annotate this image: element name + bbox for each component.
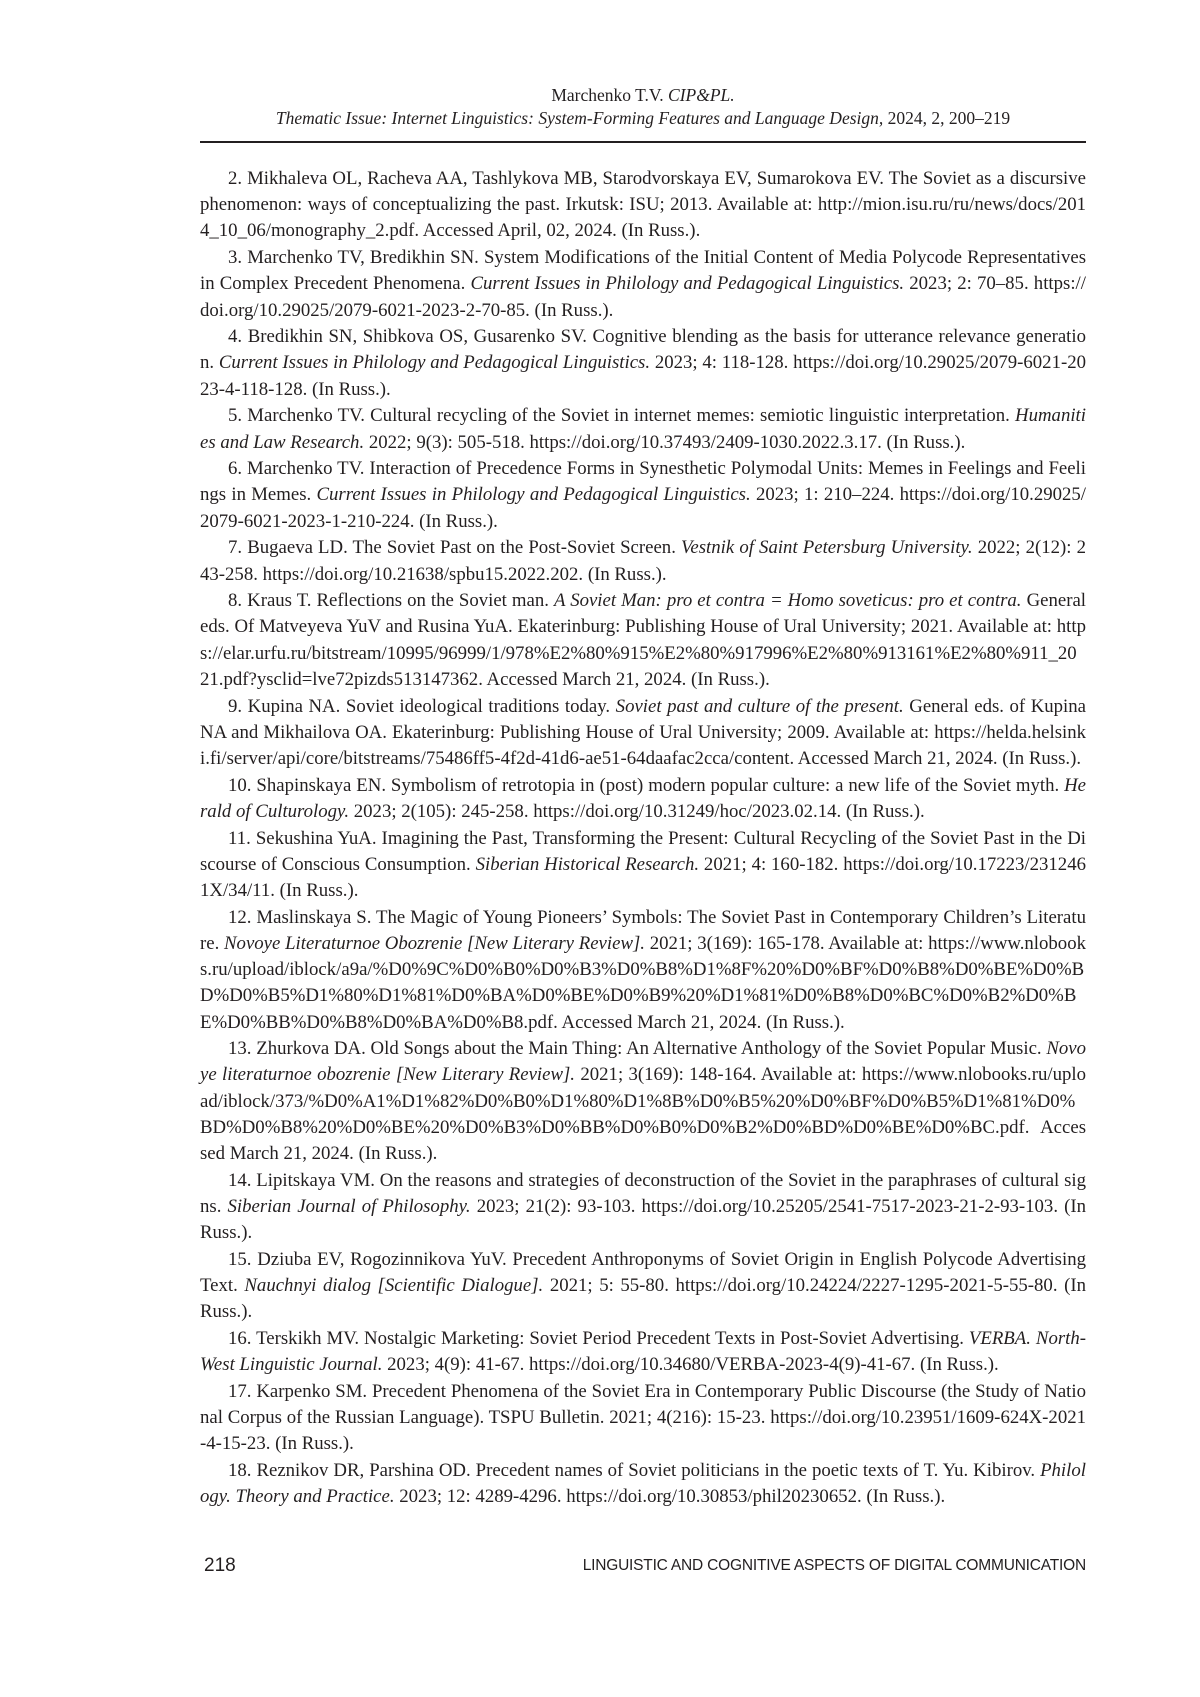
reference-source: Nauchnyi dialog [Scientific Dialogue]. [244, 1275, 544, 1297]
reference-number: 9. [228, 695, 243, 717]
reference-source: Herald of Culturology. [200, 774, 1087, 822]
reference-source: A Soviet Man: pro et contra = Homo soveticus: pro et contra. [554, 590, 1022, 612]
reference-text: Dziuba EV, Rogozinnikova YuV. Precedent Anthroponyms of Soviet Origin in English Polycode Advertising Text. [200, 1248, 1086, 1297]
reference-text: Reznikov DR, Parshina OD. Precedent names of Soviet politicians in the poetic texts of T. Yu. Kibirov. [256, 1459, 1036, 1481]
reference-number: 2. [228, 168, 243, 189]
reference-source: VERBA. North-West Linguistic Journal. [200, 1327, 1087, 1376]
reference-number: 8. [228, 590, 243, 612]
footer-running-title: LINGUISTIC AND COGNITIVE ASPECTS OF DIGITAL COMMUNICATION [582, 1557, 1086, 1574]
reference-item [200, 1168, 1086, 1247]
reference-text: Marchenko TV. Interaction of Precedence Forms in Synesthetic Polymodal Units: Memes in Feelings and Feelings in Memes. [200, 458, 1086, 506]
reference-source: Current Issues in Philology and Pedagogical Linguistics. [470, 273, 905, 295]
reference-number: 11. [228, 827, 251, 849]
reference-item [200, 588, 1086, 693]
reference-source: Humanities and Law Research. [200, 405, 1086, 453]
reference-item [200, 773, 1086, 825]
reference-details: 2021; 5: 55-80. https://doi.org/10.24224/2227-1295-2021-5-55-80. (In Russ.). [200, 1275, 1087, 1323]
reference-item [200, 826, 1086, 905]
reference-item [200, 1036, 1086, 1167]
reference-number: 16. [228, 1327, 252, 1349]
reference-item [200, 694, 1086, 773]
reference-source: Novoye literaturnoe obozrenie [New Literary Review]. [200, 1038, 1087, 1086]
reference-details: 2023; 2(105): 245-258. https://doi.org/10.31249/hoc/2023.02.14. (In Russ.). [353, 800, 925, 822]
reference-item [200, 1379, 1086, 1458]
reference-details: 2023; 4(9): 41-67. https://doi.org/10.34680/VERBA-2023-4(9)-41-67. (In Russ.). [387, 1354, 999, 1376]
reference-number: 4. [228, 326, 243, 348]
reference-number: 13. [228, 1038, 252, 1060]
header-issue-line [200, 107, 1086, 130]
reference-number: 12. [228, 906, 252, 928]
reference-text: Sekushina YuA. Imagining the Past, Transforming the Present: Cultural Recycling of the Soviet Past in the Discourse of Conscious Consumption. [200, 827, 1086, 875]
reference-number: 3. [228, 247, 243, 269]
reference-text: Kraus T. Reflections on the Soviet man. [247, 590, 549, 612]
reference-number: 5. [228, 405, 243, 427]
reference-details: 2023; 21(2): 93-103. https://doi.org/10.25205/2541-7517-2023-21-2-93-103. (In Russ.). [200, 1195, 1086, 1244]
reference-text: Kupina NA. Soviet ideological traditions today. [247, 695, 611, 717]
reference-item [200, 1247, 1086, 1326]
reference-details: General eds. Of Matveyeva YuV and Rusina YuA. Ekaterinburg: Publishing House of Ural University; 2021. Available at: https://elar.urfu.ru/bitstream/10995/96999/1/978%E2%80%915%E2%80%917996%E2%80%913161%E2%80%911_2021.pdf?ysclid=lve72pizds513147362. Accessed March 21, 2024. (In Russ.). [200, 590, 1086, 690]
reference-item [200, 535, 1086, 587]
reference-source: Siberian Historical Research. [475, 853, 700, 875]
reference-details: 2021; 3(169): 148-164. Available at: https://www.nlobooks.ru/upload/iblock/373/%D0%A1%D1%82%D0%B0%D1%80%D1%8B%D0%B5%20%D0%BF%D0%B5%D1%81%D0%BD%D0%B8%20%D0%BE%20%D0%B3%D0%BB%D0%B0%D0%B2%D0%BD%D0%BE%D0%BC.pdf. Accessed March 21, 2024. (In Russ.). [200, 1064, 1086, 1165]
reference-list [200, 166, 1086, 1511]
reference-item [200, 324, 1086, 403]
reference-item [200, 403, 1086, 455]
header-author-line [200, 84, 1086, 107]
reference-item [200, 166, 1086, 245]
reference-item [200, 456, 1086, 535]
header-author: Marchenko T.V. [551, 85, 664, 105]
reference-item [200, 245, 1086, 324]
reference-source: Current Issues in Philology and Pedagogical Linguistics. [316, 484, 751, 506]
reference-details: 2021; 4: 160-182. https://doi.org/10.17223/2312461X/34/11. (In Russ.). [200, 853, 1086, 901]
reference-source: Soviet past and culture of the present. [615, 695, 904, 717]
header-rule [200, 141, 1086, 143]
header-journal-abbr: CIP&PL. [668, 85, 735, 105]
reference-text: Lipitskaya VM. On the reasons and strategies of deconstruction of the Soviet in the paraphrases of cultural signs. [200, 1169, 1086, 1217]
reference-number: 17. [228, 1380, 252, 1402]
reference-text: Shapinskaya EN. Symbolism of retrotopia in (post) modern popular culture: a new life of the Soviet myth. [256, 774, 1060, 796]
reference-text: Bredikhin SN, Shibkova OS, Gusarenko SV. Cognitive blending as the basis for utterance relevance generation. [200, 326, 1086, 374]
reference-details: 2023; 4: 118-128. https://doi.org/10.29025/2079-6021-2023-4-118-128. (In Russ.). [200, 352, 1086, 400]
reference-source: Vestnik of Saint Petersburg University. [681, 537, 973, 559]
reference-details: 2022; 9(3): 505-518. https://doi.org/10.37493/2409-1030.2022.3.17. (In Russ.). [368, 431, 966, 453]
reference-number: 10. [228, 774, 252, 796]
reference-number: 7. [228, 537, 243, 559]
reference-item [200, 1326, 1086, 1378]
reference-text: Marchenko TV. Cultural recycling of the Soviet in internet memes: semiotic linguistic interpretation. [247, 405, 1010, 427]
reference-source: Novoye Literaturnoe Obozrenie [New Literary Review]. [224, 932, 645, 954]
reference-source: Current Issues in Philology and Pedagogical Linguistics. [218, 352, 651, 374]
header-issue-details: 2024, 2, 200–219 [887, 108, 1011, 128]
reference-details: General eds. of Kupina NA and Mikhailova OA. Ekaterinburg: Publishing House of Ural University; 2009. Available at: https://helda.helsinki.fi/server/api/core/bitstreams/75486ff5-4f2d-41d6-ae51-64daafac2cca/content. Accessed March 21, 2024. (In Russ.). [200, 695, 1086, 769]
reference-details: 2023; 12: 4289-4296. https://doi.org/10.30853/phil20230652. (In Russ.). [399, 1486, 946, 1508]
reference-item [200, 905, 1086, 1036]
header-issue-title: Thematic Issue: Internet Linguistics: System-Forming Features and Language Design, [275, 108, 884, 128]
reference-details: 2023; 1: 210–224. https://doi.org/10.29025/2079-6021-2023-1-210-224. (In Russ.). [200, 484, 1087, 532]
reference-text: Maslinskaya S. The Magic of Young Pioneers’ Symbols: The Soviet Past in Contemporary Children’s Literature. [200, 906, 1086, 954]
reference-details: 2023; 2: 70–85. https://doi.org/10.29025/2079-6021-2023-2-70-85. (In Russ.). [200, 273, 1086, 321]
reference-details: 2021; 3(169): 165-178. Available at: https://www.nlobooks.ru/upload/iblock/a9a/%D0%9C%D0%B0%D0%B3%D0%B8%D1%8F%20%D0%BF%D0%B8%D0%BE%D0%BD%D0%B5%D1%80%D1%81%D0%BA%D0%BE%D0%B9%20%D1%81%D0%B8%D0%BC%D0%B2%D0%BE%D0%BB%D0%B8%D0%BA%D0%B8.pdf. Accessed March 21, 2024. (In Russ.). [200, 932, 1086, 1033]
reference-text: Karpenko SM. Precedent Phenomena of the Soviet Era in Contemporary Public Discourse (the Study of National Corpus of the Russian Language). TSPU Bulletin. 2021; 4(216): 15-23. https://doi.org/10.23951/1609-624X-2021-4-15-23. (In Russ.). [200, 1380, 1086, 1455]
reference-number: 6. [228, 458, 243, 480]
reference-number: 14. [228, 1169, 252, 1191]
reference-details: 2022; 2(12): 243-258. https://doi.org/10.21638/spbu15.2022.202. (In Russ.). [200, 537, 1086, 585]
reference-number: 18. [228, 1459, 252, 1481]
reference-source: Siberian Journal of Philosophy. [227, 1195, 471, 1217]
reference-text: Mikhaleva OL, Racheva AA, Tashlykova MB, Starodvorskaya EV, Sumarokova EV. The Soviet as a discursive phenomenon: ways of conceptualizing the past. Irkutsk: ISU; 2013. Available at: http://mion.isu.ru/ru/news/docs/2014_10_06/monography_2.pdf. Accessed April, 02, 2024. (In Russ.). [200, 168, 1086, 242]
reference-source: Philology. Theory and Practice. [200, 1459, 1086, 1508]
reference-text: Marchenko TV, Bredikhin SN. System Modifications of the Initial Content of Media Polycode Representatives in Complex Precedent Phenomena. [200, 247, 1087, 295]
reference-number: 15. [228, 1248, 252, 1270]
reference-text: Bugaeva LD. The Soviet Past on the Post-Soviet Screen. [247, 537, 676, 559]
running-header [200, 84, 1086, 130]
page-number: 218 [204, 1555, 236, 1576]
reference-text: Terskikh MV. Nostalgic Marketing: Soviet Period Precedent Texts in Post-Soviet Advertising. [256, 1327, 964, 1349]
reference-text: Zhurkova DA. Old Songs about the Main Thing: An Alternative Anthology of the Soviet Popular Music. [256, 1038, 1042, 1060]
reference-item [200, 1458, 1086, 1510]
page-footer [200, 1555, 1086, 1581]
